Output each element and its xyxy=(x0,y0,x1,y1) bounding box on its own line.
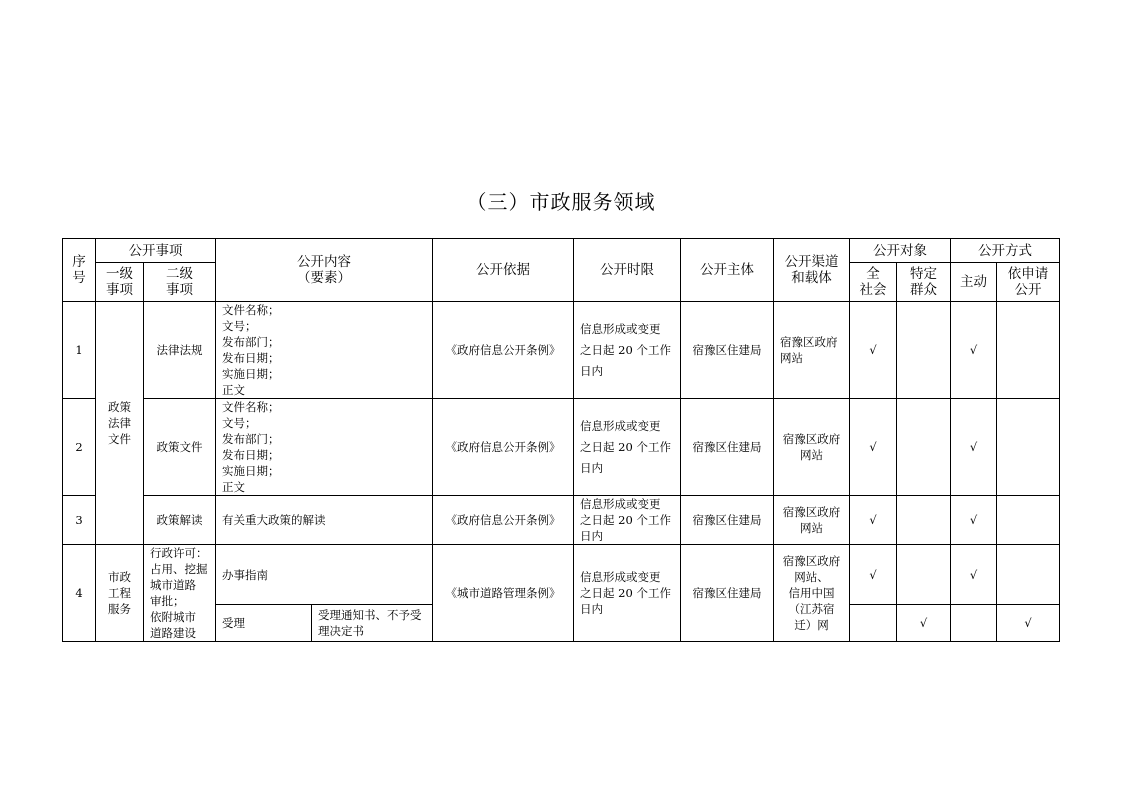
row-number: 3 xyxy=(63,496,96,545)
empty-cell xyxy=(997,496,1060,545)
header-seq: 序 号 xyxy=(63,239,96,302)
subject-cell: 宿豫区住建局 xyxy=(681,399,774,496)
header-item-l2: 二级 事项 xyxy=(144,263,216,302)
basis-cell: 《城市道路管理条例》 xyxy=(433,545,574,642)
header-subject: 公开主体 xyxy=(681,239,774,302)
time-limit-cell: 信息形成或变更 之日起 20 个工作 日内 xyxy=(574,545,681,642)
empty-cell xyxy=(897,545,951,605)
row-number: 2 xyxy=(63,399,96,496)
header-channel: 公开渠道 和载体 xyxy=(774,239,850,302)
check-mark: √ xyxy=(850,545,897,605)
empty-cell xyxy=(997,302,1060,399)
time-limit-cell: 信息形成或变更 之日起 20 个工作 日内 xyxy=(574,399,681,496)
channel-cell: 宿豫区政府 网站 xyxy=(774,302,850,399)
header-time-limit: 公开时限 xyxy=(574,239,681,302)
content-detail: 受理通知书、不予受 理决定书 xyxy=(312,605,433,642)
row-number: 4 xyxy=(63,545,96,642)
basis-cell: 《政府信息公开条例》 xyxy=(433,496,574,545)
channel-cell: 宿豫区政府 网站 xyxy=(774,399,850,496)
header-target-group: 公开对象 xyxy=(850,239,951,263)
level2-item: 政策解读 xyxy=(144,496,216,545)
subject-cell: 宿豫区住建局 xyxy=(681,545,774,642)
subject-cell: 宿豫区住建局 xyxy=(681,302,774,399)
content-elements: 有关重大政策的解读 xyxy=(216,496,433,545)
header-content: 公开内容 （要素） xyxy=(216,239,433,302)
header-method-group: 公开方式 xyxy=(951,239,1060,263)
level1-item: 政策 法律 文件 xyxy=(96,302,144,545)
empty-cell xyxy=(897,399,951,496)
empty-cell xyxy=(897,302,951,399)
table-row xyxy=(63,545,1060,605)
check-mark: √ xyxy=(951,545,997,605)
time-limit-cell: 信息形成或变更 之日起 20 个工作 日内 xyxy=(574,302,681,399)
check-mark: √ xyxy=(997,605,1060,642)
content-elements: 办事指南 xyxy=(216,545,433,605)
header-target-all: 全 社会 xyxy=(850,263,897,302)
header-method-active: 主动 xyxy=(951,263,997,302)
level1-item: 市政 工程 服务 xyxy=(96,545,144,642)
channel-cell: 宿豫区政府 网站、 信用中国 （江苏宿 迁）网 xyxy=(774,545,850,642)
basis-cell: 《政府信息公开条例》 xyxy=(433,399,574,496)
check-mark: √ xyxy=(951,302,997,399)
subject-cell: 宿豫区住建局 xyxy=(681,496,774,545)
header-target-specific: 特定 群众 xyxy=(897,263,951,302)
check-mark: √ xyxy=(951,496,997,545)
level2-item: 行政许可： 占用、挖掘 城市道路 审批； 依附城市 道路建设 xyxy=(144,545,216,642)
header-item-group: 公开事项 xyxy=(96,239,216,263)
disclosure-table xyxy=(62,238,1060,642)
row-number: 1 xyxy=(63,302,96,399)
check-mark: √ xyxy=(850,399,897,496)
basis-cell: 《政府信息公开条例》 xyxy=(433,302,574,399)
table-row xyxy=(63,302,1060,399)
empty-cell xyxy=(997,399,1060,496)
level2-item: 政策文件 xyxy=(144,399,216,496)
empty-cell xyxy=(997,545,1060,605)
check-mark: √ xyxy=(897,605,951,642)
check-mark: √ xyxy=(951,399,997,496)
empty-cell xyxy=(850,605,897,642)
header-basis: 公开依据 xyxy=(433,239,574,302)
check-mark: √ xyxy=(850,496,897,545)
header-item-l1: 一级 事项 xyxy=(96,263,144,302)
table-row xyxy=(63,496,1060,545)
channel-cell: 宿豫区政府 网站 xyxy=(774,496,850,545)
empty-cell xyxy=(897,496,951,545)
header-method-request: 依申请 公开 xyxy=(997,263,1060,302)
level2-item: 法律法规 xyxy=(144,302,216,399)
page-title: （三）市政服务领域 xyxy=(466,190,656,214)
content-elements: 文件名称； 文号； 发布部门； 发布日期； 实施日期； 正文 xyxy=(216,399,433,496)
time-limit-cell: 信息形成或变更 之日起 20 个工作 日内 xyxy=(574,496,681,545)
empty-cell xyxy=(951,605,997,642)
check-mark: √ xyxy=(850,302,897,399)
table-row xyxy=(63,399,1060,496)
content-elements: 受理 xyxy=(216,605,312,642)
content-elements: 文件名称； 文号； 发布部门； 发布日期； 实施日期； 正文 xyxy=(216,302,433,399)
